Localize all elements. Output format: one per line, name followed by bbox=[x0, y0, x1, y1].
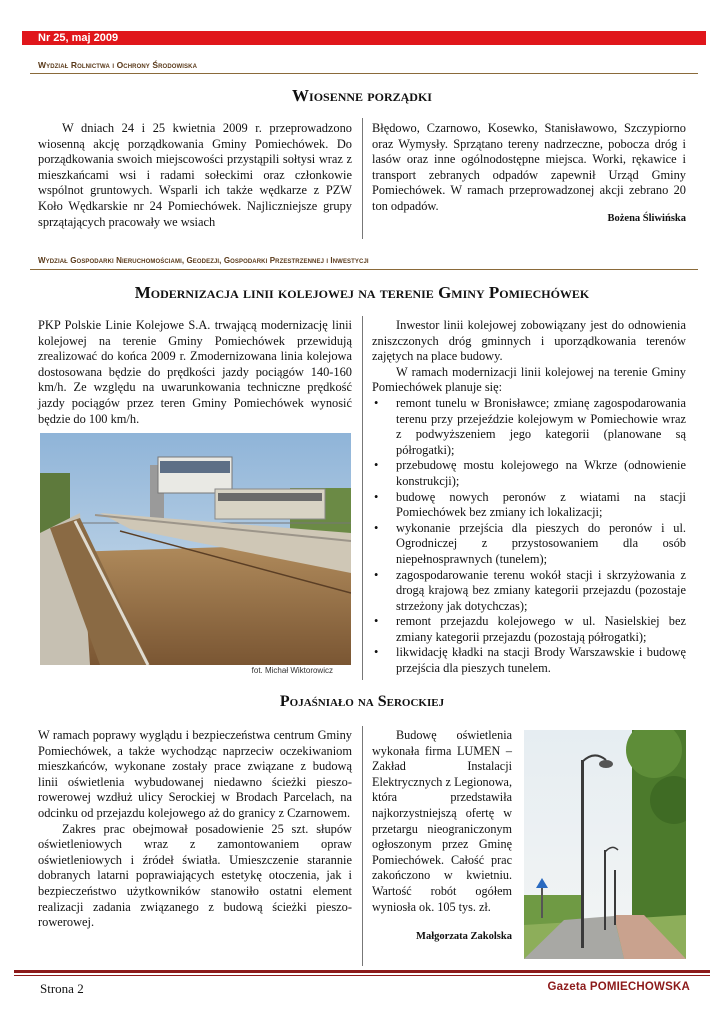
list-item: • zagospodarowanie terenu wokół stacji i skrzyżowania z drogą krajową bez zmiany kategorii przejazdu (pozostaje strzeżony jak dotychczas); bbox=[372, 568, 686, 615]
paragraph: Budowę oświetlenia wykonała firma LUMEN – Zakład Instalacji Elektrycznych z Legionowa, która przedstawiła najkorzystniejszą ofertę w przetargu nieograniczonym ogłoszonym przez Gminę Pomiechówek. Całość prac zakończono w kwietniu. Wartość robót ogółem wyniosła ok. 105 tys. zł. bbox=[372, 728, 512, 914]
paragraph: W ramach poprawy wyglądu i bezpieczeństwa centrum Gminy Pomiechówek, a także wychodząc naprzeciw oczekiwaniom mieszkańców, wykonane zostały prace związane z budową linii oświetlenia wybudowanej niedawno ścieżki pieszo-rowerowej wzdłuż ulicy Serockiej w Brodach Parcelach, na odcinku od przejazdu kolejowego aż do granicy z Czarnowem. bbox=[38, 728, 352, 820]
street-lamp-photo bbox=[524, 730, 686, 959]
list-item: • remont przejazdu kolejowego w ul. Nasielskiej bez zmiany kategorii przejazdu (pozostają półrogatki); bbox=[372, 614, 686, 645]
street-lamp-graphic bbox=[524, 730, 686, 959]
paragraph: Inwestor linii kolejowej zobowiązany jest do odnowienia zniszczonych dróg gminnych i uporządkowania terenów zajętych na place budowy. bbox=[372, 318, 686, 364]
article-text-left bbox=[38, 728, 352, 931]
paragraph: Błędowo, Czarnowo, Kosewko, Stanisławowo, Szczypiorno oraz Wymysły. Sprzątano tereny nadrzeczne, pobocza dróg i lasów oraz inne ogólnodostępne miejsca. Worki, rękawice i transport zebranych odpadów zapewnił Urząd Gminy Pomiechówek. W ramach przeprowadzonej akcji zebrano 20 ton odpadów. bbox=[372, 121, 686, 213]
column-divider bbox=[362, 726, 363, 966]
list-item: • likwidację kładki na stacji Brody Warszawskie i budowę przejścia dla pieszych tunelem. bbox=[372, 645, 686, 676]
paragraph: PKP Polskie Linie Kolejowe S.A. trwającą modernizację linii kolejowej na terenie Gminy Pomiechówek przewidują zrealizować do końca 2009 r. Zmodernizowana linia kolejowa dostosowana będzie do prędkości jazdy pociągów 140-160 km/h. Ze względu na uwarunkowania techniczne prędkość jazdy pociągów przez teren Gminy Pomiechówek wynosić będzie do 100 km/h. bbox=[38, 318, 352, 426]
list-item: • budowę nowych peronów z wiatami na stacji Pomiechówek bez zmiany ich lokalizacji; bbox=[372, 490, 686, 521]
article-text-left bbox=[38, 318, 352, 427]
article-text-right bbox=[372, 121, 686, 215]
author-signature: Bożena Śliwińska bbox=[607, 213, 686, 224]
article-text-left bbox=[38, 121, 352, 230]
section-divider bbox=[30, 269, 698, 270]
article-title: Modernizacja linii kolejowej na terenie Gminy Pomiechówek bbox=[134, 283, 590, 302]
paragraph: W dniach 24 i 25 kwietnia 2009 r. przeprowadzono wiosenną akcję porządkowania Gminy Pomiechówek. Do porządkowania swoich miejscowości przystąpili sołtysi wraz z mieszkańcami wsi i radami sołeckimi oraz członkowie wspólnot gruntowych. Wsparli ich także wędkarze z PZW Koło Wędkarskie nr 24 Pomiechówek. Najliczniejsze grupy sprzątających pracowały we wsiach bbox=[38, 121, 352, 229]
article-text-right bbox=[372, 318, 686, 677]
issue-number: Nr 25, maj 2009 bbox=[38, 32, 119, 44]
article-title: Wiosenne porządki bbox=[292, 86, 432, 105]
paragraph: Zakres prac obejmował posadowienie 25 szt. słupów oświetleniowych wraz z zamontowaniem opraw oświetleniowych i źródeł światła. Umieszczenie starannie dobranych latarni poprawiających estetykę otoczenia, jak i bezpieczeństwo użytkowników stanowiło ostatni element realizacji zadania związanego z budową ścieżki pieszo-rowerowej. bbox=[38, 821, 352, 930]
paragraph: W ramach modernizacji linii kolejowej na terenie Gminy Pomiechówek planuje się: bbox=[372, 364, 686, 395]
article-title: Pojaśniało na Serockiej bbox=[279, 693, 445, 710]
department-label: Wydział Rolnictwa i Ochrony Środowiska bbox=[38, 60, 198, 70]
column-divider bbox=[362, 118, 363, 239]
list-item: • wykonanie przejścia dla pieszych do peronów i ul. Ogrodniczej z przystosowaniem dla osób niepełnosprawnych (tunelem); bbox=[372, 521, 686, 568]
list-item: • przebudowę mostu kolejowego na Wkrze (odnowienie konstrukcji); bbox=[372, 458, 686, 489]
list-item: • remont tunelu w Bronisławce; zmianę zagospodarowania terenu przy przejeździe kolejowym w Pomiechowie wraz z podwyższeniem jego kategorii (planowane są półrogatki); bbox=[372, 396, 686, 458]
author-signature: Małgorzata Zakolska bbox=[416, 931, 512, 942]
department-label: Wydział Gospodarki Nieruchomościami, Geodezji, Gospodarki Przestrzennej i Inwestycji bbox=[38, 256, 369, 265]
column-divider bbox=[362, 316, 363, 680]
publication-name: Gazeta POMIECHOWSKA bbox=[547, 981, 690, 993]
railway-photo-graphic bbox=[40, 433, 351, 665]
header-bar bbox=[22, 31, 706, 45]
photo-credit: fot. Michał Wiktorowicz bbox=[251, 666, 333, 675]
railway-construction-photo bbox=[40, 433, 351, 665]
footer-rule-thin bbox=[14, 975, 710, 976]
footer-rule bbox=[14, 970, 710, 973]
section-divider bbox=[30, 73, 698, 74]
page-number: Strona 2 bbox=[40, 981, 84, 996]
plan-list bbox=[372, 396, 686, 677]
article-text-middle bbox=[372, 728, 512, 915]
